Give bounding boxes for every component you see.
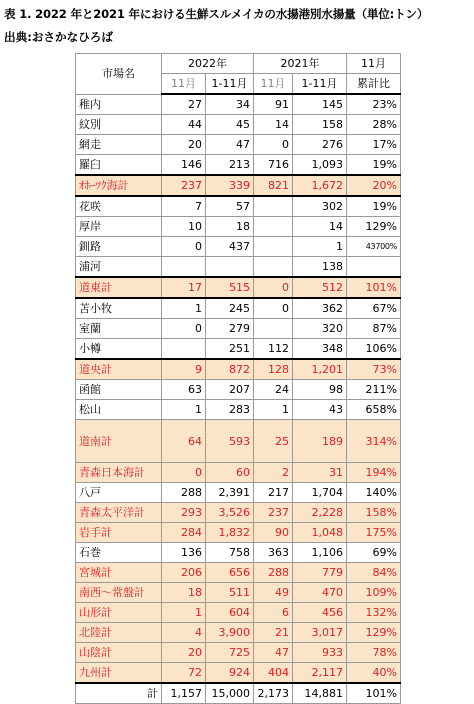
nov-2022-cell: 288 (162, 483, 206, 503)
ytd-ratio-cell: 78% (347, 643, 401, 663)
subtotal-row (76, 643, 401, 663)
nov-2022-cell: 206 (162, 563, 206, 583)
market-name-cell: 八戸 (76, 483, 162, 503)
table-title: 表 1. 2022 年と2021 年における生鮮スルメイカの水揚港別水揚量（単位:トン） (4, 7, 429, 21)
nov-2021-cell: 128 (254, 359, 293, 380)
nov-2022-cell (162, 257, 206, 278)
subtotal-row (76, 277, 401, 298)
ytd-ratio-cell: 109% (347, 583, 401, 603)
subtotal-row (76, 420, 401, 463)
ytd-ratio-cell: 211% (347, 380, 401, 400)
nov-2022-cell: 64 (162, 420, 206, 463)
ytd-ratio-cell: 17% (347, 135, 401, 155)
nov-2022-cell: 4 (162, 623, 206, 643)
nov-2021-cell: 21 (254, 623, 293, 643)
subtotal-row (76, 623, 401, 643)
header-2021-ytd: 1-11月 (293, 74, 347, 95)
ytd-ratio-cell: 19% (347, 196, 401, 217)
total-ytd-2021: 14,881 (293, 683, 347, 704)
market-name-cell: 石巻 (76, 543, 162, 563)
market-name-cell: 網走 (76, 135, 162, 155)
header-2022-month: 11月 (162, 74, 206, 95)
market-name-cell: 岩手計 (76, 523, 162, 543)
header-2022-ytd: 1-11月 (206, 74, 254, 95)
market-name-cell: 道東計 (76, 277, 162, 298)
table-row (76, 257, 401, 278)
ytd-2022-cell: 18 (206, 217, 254, 237)
ytd-2022-cell: 515 (206, 277, 254, 298)
nov-2022-cell (162, 339, 206, 360)
subtotal-row (76, 175, 401, 196)
ytd-2021-cell: 98 (293, 380, 347, 400)
market-name-cell: 室蘭 (76, 319, 162, 339)
ytd-2022-cell: 604 (206, 603, 254, 623)
nov-2021-cell: 363 (254, 543, 293, 563)
nov-2021-cell (254, 319, 293, 339)
nov-2021-cell: 47 (254, 643, 293, 663)
table-row (76, 400, 401, 420)
market-name-cell: 山陰計 (76, 643, 162, 663)
ytd-2022-cell: 283 (206, 400, 254, 420)
total-row (76, 683, 401, 704)
ytd-ratio-cell: 43700% (347, 237, 401, 257)
subtotal-row (76, 503, 401, 523)
ytd-2021-cell: 1,093 (293, 155, 347, 176)
market-name-cell: ｵﾎｰﾂｸ海計 (76, 175, 162, 196)
nov-2021-cell: 0 (254, 298, 293, 319)
market-name-cell: 小樽 (76, 339, 162, 360)
ytd-2021-cell: 43 (293, 400, 347, 420)
nov-2021-cell: 217 (254, 483, 293, 503)
ytd-2022-cell: 47 (206, 135, 254, 155)
ytd-2021-cell: 1 (293, 237, 347, 257)
nov-2021-cell: 0 (254, 135, 293, 155)
nov-2022-cell: 20 (162, 643, 206, 663)
ytd-2022-cell: 45 (206, 115, 254, 135)
ytd-2021-cell: 1,704 (293, 483, 347, 503)
ytd-ratio-cell: 101% (347, 277, 401, 298)
table-row (76, 217, 401, 237)
ytd-2021-cell: 1,201 (293, 359, 347, 380)
nov-2022-cell: 0 (162, 463, 206, 483)
nov-2021-cell (254, 237, 293, 257)
ytd-ratio-cell: 658% (347, 400, 401, 420)
ytd-2022-cell: 3,526 (206, 503, 254, 523)
table-row (76, 135, 401, 155)
ytd-2022-cell: 758 (206, 543, 254, 563)
ytd-ratio-cell: 69% (347, 543, 401, 563)
ytd-2021-cell: 31 (293, 463, 347, 483)
header-2021-month: 11月 (254, 74, 293, 95)
market-name-cell: 松山 (76, 400, 162, 420)
nov-2022-cell: 27 (162, 94, 206, 115)
ytd-2021-cell: 362 (293, 298, 347, 319)
table-row (76, 298, 401, 319)
ytd-2021-cell: 320 (293, 319, 347, 339)
market-name-cell: 青森太平洋計 (76, 503, 162, 523)
source-note: 出典:おさかなひろば (4, 30, 113, 44)
nov-2022-cell: 0 (162, 237, 206, 257)
ytd-ratio-cell (347, 257, 401, 278)
nov-2022-cell: 18 (162, 583, 206, 603)
market-name-cell: 厚岸 (76, 217, 162, 237)
ytd-2021-cell: 14 (293, 217, 347, 237)
ytd-2022-cell (206, 257, 254, 278)
ytd-2021-cell: 779 (293, 563, 347, 583)
ytd-2022-cell: 3,900 (206, 623, 254, 643)
nov-2022-cell: 1 (162, 298, 206, 319)
nov-2022-cell: 20 (162, 135, 206, 155)
total-label: 計 (76, 683, 162, 704)
nov-2021-cell: 404 (254, 663, 293, 684)
ytd-2021-cell: 145 (293, 94, 347, 115)
market-name-header: 市場名 (76, 54, 162, 95)
nov-2022-cell: 1 (162, 603, 206, 623)
ytd-ratio-cell: 106% (347, 339, 401, 360)
subtotal-row (76, 563, 401, 583)
ytd-2021-cell: 348 (293, 339, 347, 360)
market-name-cell: 浦河 (76, 257, 162, 278)
total-ratio: 101% (347, 683, 401, 704)
ytd-2022-cell: 1,832 (206, 523, 254, 543)
nov-2021-cell: 90 (254, 523, 293, 543)
nov-2021-cell: 237 (254, 503, 293, 523)
ytd-2021-cell: 1,672 (293, 175, 347, 196)
subtotal-row (76, 583, 401, 603)
market-name-cell: 山形計 (76, 603, 162, 623)
nov-2022-cell: 1 (162, 400, 206, 420)
market-name-cell: 釧路 (76, 237, 162, 257)
table-row (76, 94, 401, 115)
ytd-ratio-cell: 23% (347, 94, 401, 115)
header-row-years (76, 54, 401, 74)
market-name-cell: 道南計 (76, 420, 162, 463)
table-row (76, 483, 401, 503)
total-nov-2021: 2,173 (254, 683, 293, 704)
ytd-2022-cell: 34 (206, 94, 254, 115)
ytd-ratio-cell: 175% (347, 523, 401, 543)
market-name-cell: 青森日本海計 (76, 463, 162, 483)
market-name-cell: 苫小牧 (76, 298, 162, 319)
ytd-2022-cell: 279 (206, 319, 254, 339)
ytd-2021-cell: 2,117 (293, 663, 347, 684)
ytd-2021-cell: 1,106 (293, 543, 347, 563)
nov-2022-cell: 17 (162, 277, 206, 298)
header-november: 11月 (347, 54, 401, 74)
nov-2021-cell (254, 196, 293, 217)
ytd-ratio-cell: 140% (347, 483, 401, 503)
nov-2021-cell: 49 (254, 583, 293, 603)
ytd-2022-cell: 924 (206, 663, 254, 684)
ytd-2022-cell: 656 (206, 563, 254, 583)
header-cumulative-ratio: 累計比 (347, 74, 401, 95)
nov-2022-cell: 293 (162, 503, 206, 523)
ytd-2022-cell: 593 (206, 420, 254, 463)
ytd-2022-cell: 60 (206, 463, 254, 483)
ytd-ratio-cell: 129% (347, 217, 401, 237)
ytd-ratio-cell: 314% (347, 420, 401, 463)
ytd-2021-cell: 470 (293, 583, 347, 603)
nov-2021-cell: 2 (254, 463, 293, 483)
table-row (76, 115, 401, 135)
ytd-2021-cell: 276 (293, 135, 347, 155)
nov-2022-cell: 72 (162, 663, 206, 684)
subtotal-row (76, 523, 401, 543)
ytd-ratio-cell: 87% (347, 319, 401, 339)
subtotal-row (76, 359, 401, 380)
nov-2022-cell: 136 (162, 543, 206, 563)
ytd-2022-cell: 57 (206, 196, 254, 217)
ytd-2021-cell: 1,048 (293, 523, 347, 543)
ytd-2022-cell: 251 (206, 339, 254, 360)
nov-2021-cell: 6 (254, 603, 293, 623)
ytd-ratio-cell: 158% (347, 503, 401, 523)
nov-2022-cell: 146 (162, 155, 206, 176)
ytd-2021-cell: 933 (293, 643, 347, 663)
nov-2022-cell: 63 (162, 380, 206, 400)
ytd-2021-cell: 302 (293, 196, 347, 217)
ytd-2022-cell: 213 (206, 155, 254, 176)
subtotal-row (76, 663, 401, 684)
market-name-cell: 稚内 (76, 94, 162, 115)
ytd-ratio-cell: 132% (347, 603, 401, 623)
ytd-2021-cell: 189 (293, 420, 347, 463)
market-name-cell: 羅臼 (76, 155, 162, 176)
nov-2022-cell: 9 (162, 359, 206, 380)
landing-volume-table (75, 53, 401, 704)
ytd-2021-cell: 2,228 (293, 503, 347, 523)
ytd-2022-cell: 245 (206, 298, 254, 319)
ytd-ratio-cell: 28% (347, 115, 401, 135)
ytd-2022-cell: 2,391 (206, 483, 254, 503)
market-name-cell: 花咲 (76, 196, 162, 217)
ytd-2021-cell: 512 (293, 277, 347, 298)
nov-2022-cell: 10 (162, 217, 206, 237)
header-2021: 2021年 (254, 54, 347, 74)
ytd-2022-cell: 437 (206, 237, 254, 257)
ytd-2021-cell: 138 (293, 257, 347, 278)
ytd-2022-cell: 511 (206, 583, 254, 603)
table-row (76, 339, 401, 360)
nov-2021-cell: 1 (254, 400, 293, 420)
nov-2021-cell: 24 (254, 380, 293, 400)
ytd-2022-cell: 725 (206, 643, 254, 663)
ytd-ratio-cell: 40% (347, 663, 401, 684)
nov-2021-cell: 14 (254, 115, 293, 135)
table-row (76, 380, 401, 400)
table-row (76, 155, 401, 176)
nov-2021-cell: 716 (254, 155, 293, 176)
ytd-ratio-cell: 129% (347, 623, 401, 643)
market-name-cell: 紋別 (76, 115, 162, 135)
total-ytd-2022: 15,000 (206, 683, 254, 704)
nov-2021-cell: 25 (254, 420, 293, 463)
header-2022: 2022年 (162, 54, 254, 74)
ytd-2022-cell: 872 (206, 359, 254, 380)
ytd-2021-cell: 456 (293, 603, 347, 623)
table-row (76, 319, 401, 339)
nov-2021-cell: 112 (254, 339, 293, 360)
nov-2022-cell: 7 (162, 196, 206, 217)
ytd-ratio-cell: 67% (347, 298, 401, 319)
ytd-ratio-cell: 19% (347, 155, 401, 176)
nov-2021-cell: 0 (254, 277, 293, 298)
ytd-ratio-cell: 194% (347, 463, 401, 483)
ytd-2022-cell: 207 (206, 380, 254, 400)
nov-2022-cell: 0 (162, 319, 206, 339)
nov-2021-cell (254, 257, 293, 278)
total-nov-2022: 1,157 (162, 683, 206, 704)
ytd-ratio-cell: 20% (347, 175, 401, 196)
ytd-ratio-cell: 73% (347, 359, 401, 380)
nov-2021-cell: 91 (254, 94, 293, 115)
market-name-cell: 北陸計 (76, 623, 162, 643)
ytd-2022-cell: 339 (206, 175, 254, 196)
table-row (76, 237, 401, 257)
market-name-cell: 九州計 (76, 663, 162, 684)
market-name-cell: 宮城計 (76, 563, 162, 583)
nov-2021-cell: 288 (254, 563, 293, 583)
nov-2022-cell: 284 (162, 523, 206, 543)
ytd-ratio-cell: 84% (347, 563, 401, 583)
nov-2022-cell: 237 (162, 175, 206, 196)
market-name-cell: 道央計 (76, 359, 162, 380)
subtotal-row (76, 463, 401, 483)
subtotal-row (76, 603, 401, 623)
table-row (76, 543, 401, 563)
ytd-2021-cell: 3,017 (293, 623, 347, 643)
nov-2021-cell: 821 (254, 175, 293, 196)
market-name-cell: 函館 (76, 380, 162, 400)
nov-2022-cell: 44 (162, 115, 206, 135)
market-name-cell: 南西～常盤計 (76, 583, 162, 603)
ytd-2021-cell: 158 (293, 115, 347, 135)
table-row (76, 196, 401, 217)
nov-2021-cell (254, 217, 293, 237)
